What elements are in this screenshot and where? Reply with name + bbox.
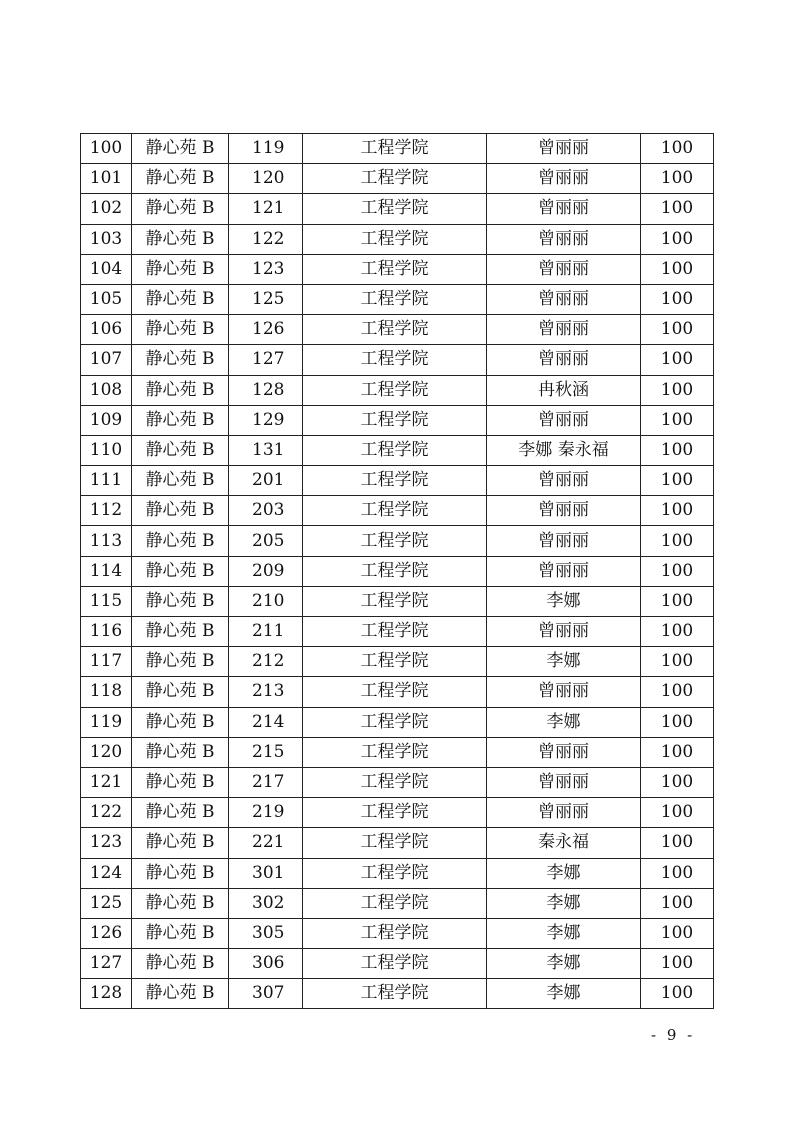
table-row: [81, 345, 714, 375]
table-row: [81, 858, 714, 888]
building-cell: 静心苑 B: [132, 466, 229, 496]
row-number-cell: 128: [81, 979, 132, 1009]
row-number-cell: 108: [81, 375, 132, 405]
college-cell: 工程学院: [303, 677, 487, 707]
score-cell: 100: [641, 375, 714, 405]
row-number-cell: 119: [81, 707, 132, 737]
row-number-cell: 114: [81, 556, 132, 586]
row-number-cell: 126: [81, 918, 132, 948]
row-number-cell: 106: [81, 315, 132, 345]
college-cell: 工程学院: [303, 164, 487, 194]
college-cell: 工程学院: [303, 949, 487, 979]
building-cell: 静心苑 B: [132, 315, 229, 345]
row-number-cell: 117: [81, 647, 132, 677]
room-number-cell: 120: [229, 164, 303, 194]
table-row: [81, 888, 714, 918]
table-row: [81, 224, 714, 254]
inspector-cell: 曾丽丽: [487, 798, 641, 828]
row-number-cell: 116: [81, 617, 132, 647]
score-cell: 100: [641, 405, 714, 435]
table-row: [81, 496, 714, 526]
college-cell: 工程学院: [303, 888, 487, 918]
table-row: [81, 979, 714, 1009]
inspector-cell: 秦永福: [487, 828, 641, 858]
row-number-cell: 122: [81, 798, 132, 828]
inspector-cell: 曾丽丽: [487, 526, 641, 556]
score-cell: 100: [641, 828, 714, 858]
room-number-cell: 301: [229, 858, 303, 888]
college-cell: 工程学院: [303, 647, 487, 677]
row-number-cell: 105: [81, 284, 132, 314]
college-cell: 工程学院: [303, 435, 487, 465]
score-cell: 100: [641, 707, 714, 737]
building-cell: 静心苑 B: [132, 798, 229, 828]
building-cell: 静心苑 B: [132, 194, 229, 224]
score-cell: 100: [641, 737, 714, 767]
inspector-cell: 曾丽丽: [487, 767, 641, 797]
room-number-cell: 203: [229, 496, 303, 526]
inspector-cell: 李娜: [487, 647, 641, 677]
college-cell: 工程学院: [303, 254, 487, 284]
room-number-cell: 221: [229, 828, 303, 858]
row-number-cell: 100: [81, 134, 132, 164]
inspector-cell: 李娜: [487, 707, 641, 737]
inspector-cell: 李娜: [487, 586, 641, 616]
building-cell: 静心苑 B: [132, 405, 229, 435]
college-cell: 工程学院: [303, 858, 487, 888]
table-row: [81, 647, 714, 677]
inspector-cell: 曾丽丽: [487, 164, 641, 194]
building-cell: 静心苑 B: [132, 677, 229, 707]
score-cell: 100: [641, 496, 714, 526]
building-cell: 静心苑 B: [132, 979, 229, 1009]
building-cell: 静心苑 B: [132, 134, 229, 164]
college-cell: 工程学院: [303, 828, 487, 858]
room-number-cell: 210: [229, 586, 303, 616]
college-cell: 工程学院: [303, 918, 487, 948]
score-cell: 100: [641, 979, 714, 1009]
room-number-cell: 122: [229, 224, 303, 254]
room-number-cell: 214: [229, 707, 303, 737]
room-number-cell: 128: [229, 375, 303, 405]
score-cell: 100: [641, 617, 714, 647]
building-cell: 静心苑 B: [132, 737, 229, 767]
room-number-cell: 129: [229, 405, 303, 435]
table-row: [81, 435, 714, 465]
room-number-cell: 305: [229, 918, 303, 948]
table-row: [81, 707, 714, 737]
score-cell: 100: [641, 888, 714, 918]
score-cell: 100: [641, 194, 714, 224]
college-cell: 工程学院: [303, 767, 487, 797]
row-number-cell: 118: [81, 677, 132, 707]
score-cell: 100: [641, 134, 714, 164]
building-cell: 静心苑 B: [132, 647, 229, 677]
inspector-cell: 曾丽丽: [487, 466, 641, 496]
room-number-cell: 119: [229, 134, 303, 164]
score-cell: 100: [641, 345, 714, 375]
college-cell: 工程学院: [303, 405, 487, 435]
room-number-cell: 123: [229, 254, 303, 284]
college-cell: 工程学院: [303, 556, 487, 586]
row-number-cell: 115: [81, 586, 132, 616]
building-cell: 静心苑 B: [132, 888, 229, 918]
inspector-cell: 冉秋涵: [487, 375, 641, 405]
score-cell: 100: [641, 315, 714, 345]
score-cell: 100: [641, 556, 714, 586]
inspector-cell: 曾丽丽: [487, 405, 641, 435]
table-row: [81, 767, 714, 797]
row-number-cell: 111: [81, 466, 132, 496]
building-cell: 静心苑 B: [132, 949, 229, 979]
score-cell: 100: [641, 586, 714, 616]
score-cell: 100: [641, 526, 714, 556]
inspector-cell: 曾丽丽: [487, 496, 641, 526]
building-cell: 静心苑 B: [132, 858, 229, 888]
room-number-cell: 306: [229, 949, 303, 979]
score-cell: 100: [641, 254, 714, 284]
college-cell: 工程学院: [303, 194, 487, 224]
inspector-cell: 曾丽丽: [487, 194, 641, 224]
building-cell: 静心苑 B: [132, 556, 229, 586]
college-cell: 工程学院: [303, 224, 487, 254]
building-cell: 静心苑 B: [132, 284, 229, 314]
inspector-cell: 曾丽丽: [487, 254, 641, 284]
row-number-cell: 103: [81, 224, 132, 254]
building-cell: 静心苑 B: [132, 617, 229, 647]
room-number-cell: 212: [229, 647, 303, 677]
row-number-cell: 127: [81, 949, 132, 979]
inspector-cell: 曾丽丽: [487, 737, 641, 767]
row-number-cell: 107: [81, 345, 132, 375]
room-number-cell: 219: [229, 798, 303, 828]
college-cell: 工程学院: [303, 284, 487, 314]
inspector-cell: 李娜: [487, 888, 641, 918]
building-cell: 静心苑 B: [132, 375, 229, 405]
table-row: [81, 737, 714, 767]
college-cell: 工程学院: [303, 617, 487, 647]
inspector-cell: 曾丽丽: [487, 284, 641, 314]
college-cell: 工程学院: [303, 496, 487, 526]
row-number-cell: 120: [81, 737, 132, 767]
room-number-cell: 125: [229, 284, 303, 314]
building-cell: 静心苑 B: [132, 526, 229, 556]
building-cell: 静心苑 B: [132, 767, 229, 797]
table-row: [81, 798, 714, 828]
building-cell: 静心苑 B: [132, 918, 229, 948]
table-row: [81, 405, 714, 435]
table-row: [81, 254, 714, 284]
college-cell: 工程学院: [303, 375, 487, 405]
room-number-cell: 131: [229, 435, 303, 465]
room-number-cell: 127: [229, 345, 303, 375]
table-row: [81, 556, 714, 586]
inspector-cell: 曾丽丽: [487, 134, 641, 164]
inspector-cell: 曾丽丽: [487, 345, 641, 375]
room-number-cell: 209: [229, 556, 303, 586]
table-row: [81, 617, 714, 647]
row-number-cell: 123: [81, 828, 132, 858]
score-cell: 100: [641, 435, 714, 465]
table-row: [81, 164, 714, 194]
dormitory-score-table: [80, 133, 714, 1009]
room-number-cell: 215: [229, 737, 303, 767]
college-cell: 工程学院: [303, 134, 487, 164]
building-cell: 静心苑 B: [132, 496, 229, 526]
score-cell: 100: [641, 164, 714, 194]
building-cell: 静心苑 B: [132, 828, 229, 858]
table-row: [81, 134, 714, 164]
college-cell: 工程学院: [303, 707, 487, 737]
inspector-cell: 曾丽丽: [487, 224, 641, 254]
score-cell: 100: [641, 949, 714, 979]
row-number-cell: 110: [81, 435, 132, 465]
college-cell: 工程学院: [303, 737, 487, 767]
building-cell: 静心苑 B: [132, 254, 229, 284]
college-cell: 工程学院: [303, 315, 487, 345]
room-number-cell: 302: [229, 888, 303, 918]
row-number-cell: 124: [81, 858, 132, 888]
college-cell: 工程学院: [303, 798, 487, 828]
inspector-cell: 曾丽丽: [487, 677, 641, 707]
table-row: [81, 194, 714, 224]
college-cell: 工程学院: [303, 345, 487, 375]
room-number-cell: 307: [229, 979, 303, 1009]
inspector-cell: 李娜: [487, 858, 641, 888]
row-number-cell: 125: [81, 888, 132, 918]
inspector-cell: 李娜: [487, 979, 641, 1009]
building-cell: 静心苑 B: [132, 707, 229, 737]
row-number-cell: 109: [81, 405, 132, 435]
building-cell: 静心苑 B: [132, 164, 229, 194]
inspector-cell: 李娜: [487, 918, 641, 948]
table-row: [81, 677, 714, 707]
score-cell: 100: [641, 466, 714, 496]
row-number-cell: 104: [81, 254, 132, 284]
score-cell: 100: [641, 647, 714, 677]
table-row: [81, 375, 714, 405]
building-cell: 静心苑 B: [132, 345, 229, 375]
row-number-cell: 101: [81, 164, 132, 194]
page-number: - 9 -: [651, 1026, 696, 1044]
score-cell: 100: [641, 798, 714, 828]
college-cell: 工程学院: [303, 466, 487, 496]
table-body: [81, 134, 714, 1009]
row-number-cell: 112: [81, 496, 132, 526]
score-cell: 100: [641, 858, 714, 888]
table-row: [81, 828, 714, 858]
row-number-cell: 113: [81, 526, 132, 556]
inspector-cell: 曾丽丽: [487, 617, 641, 647]
room-number-cell: 121: [229, 194, 303, 224]
room-number-cell: 205: [229, 526, 303, 556]
table-row: [81, 315, 714, 345]
room-number-cell: 201: [229, 466, 303, 496]
table-row: [81, 949, 714, 979]
room-number-cell: 126: [229, 315, 303, 345]
building-cell: 静心苑 B: [132, 435, 229, 465]
table-row: [81, 586, 714, 616]
room-number-cell: 217: [229, 767, 303, 797]
score-cell: 100: [641, 677, 714, 707]
building-cell: 静心苑 B: [132, 224, 229, 254]
college-cell: 工程学院: [303, 586, 487, 616]
room-number-cell: 211: [229, 617, 303, 647]
room-number-cell: 213: [229, 677, 303, 707]
row-number-cell: 102: [81, 194, 132, 224]
inspector-cell: 李娜 秦永福: [487, 435, 641, 465]
score-cell: 100: [641, 767, 714, 797]
table-row: [81, 918, 714, 948]
inspector-cell: 曾丽丽: [487, 556, 641, 586]
college-cell: 工程学院: [303, 979, 487, 1009]
score-cell: 100: [641, 918, 714, 948]
building-cell: 静心苑 B: [132, 586, 229, 616]
row-number-cell: 121: [81, 767, 132, 797]
inspector-cell: 曾丽丽: [487, 315, 641, 345]
score-cell: 100: [641, 284, 714, 314]
table-row: [81, 466, 714, 496]
score-cell: 100: [641, 224, 714, 254]
inspector-cell: 李娜: [487, 949, 641, 979]
table-row: [81, 284, 714, 314]
college-cell: 工程学院: [303, 526, 487, 556]
table-row: [81, 526, 714, 556]
